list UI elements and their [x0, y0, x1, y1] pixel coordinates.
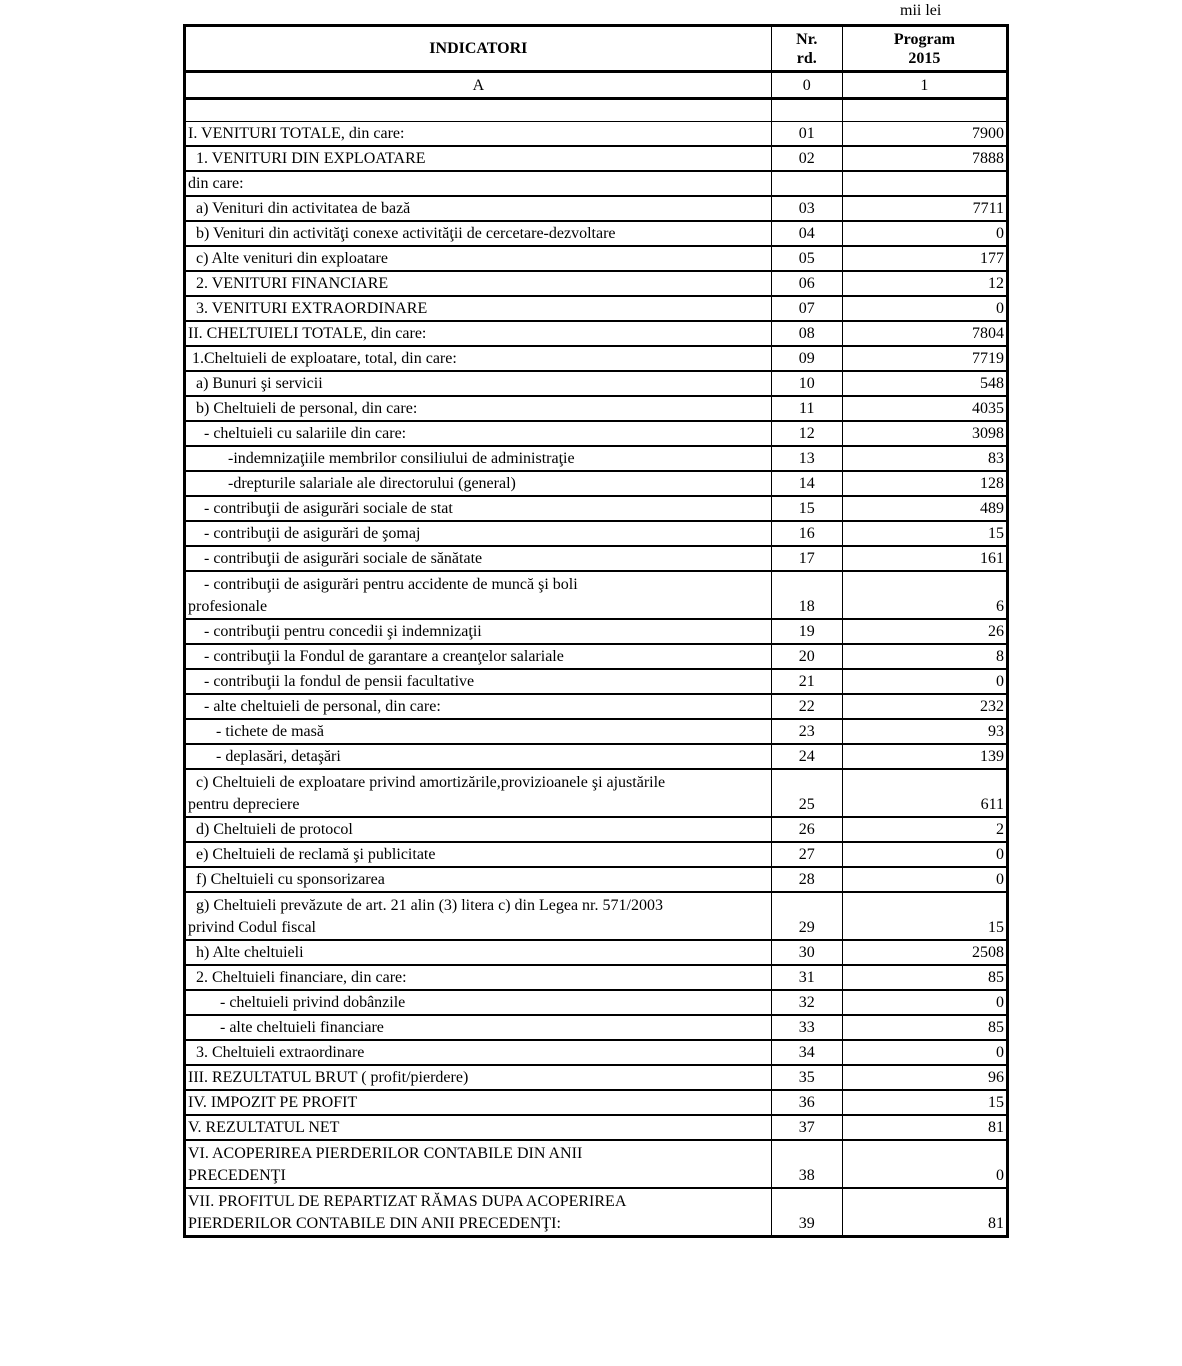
- table-row: [185, 1188, 1008, 1237]
- row-indicator: - contribuţii de asigurări pentru accidente de muncă şi boli profesionale: [185, 571, 772, 619]
- table-row: [185, 246, 1008, 271]
- row-value: 6: [842, 571, 1007, 619]
- row-indicator: e) Cheltuieli de reclamă şi publicitate: [185, 842, 772, 867]
- row-number: 21: [771, 669, 842, 694]
- row-number: 15: [771, 496, 842, 521]
- unit-label: mii lei: [900, 2, 942, 19]
- row-indicator: I. VENITURI TOTALE, din care:: [185, 122, 772, 147]
- row-value: 611: [842, 769, 1007, 817]
- row-number: 09: [771, 346, 842, 371]
- row-value: 0: [842, 990, 1007, 1015]
- row-value: 7804: [842, 321, 1007, 346]
- row-number: 29: [771, 892, 842, 940]
- row-indicator: - contribuţii de asigurări sociale de sănătate: [185, 546, 772, 571]
- row-number: 19: [771, 619, 842, 644]
- table-row: [185, 146, 1008, 171]
- table-row: [185, 619, 1008, 644]
- table-row: [185, 271, 1008, 296]
- row-value: 83: [842, 446, 1007, 471]
- row-number: 24: [771, 744, 842, 769]
- row-indicator: 2. VENITURI FINANCIARE: [185, 271, 772, 296]
- table-row: [185, 122, 1008, 147]
- row-value: 2: [842, 817, 1007, 842]
- row-number: 38: [771, 1140, 842, 1188]
- header-program-line1: Program: [893, 30, 955, 48]
- row-indicator: II. CHELTUIELI TOTALE, din care:: [185, 321, 772, 346]
- row-indicator: a) Bunuri şi servicii: [185, 371, 772, 396]
- row-number: 14: [771, 471, 842, 496]
- table-row: [185, 769, 1008, 817]
- row-number: 05: [771, 246, 842, 271]
- row-number: 23: [771, 719, 842, 744]
- table-row: [185, 817, 1008, 842]
- row-indicator: b) Cheltuieli de personal, din care:: [185, 396, 772, 421]
- blank-cell: [842, 99, 1007, 122]
- row-number: 12: [771, 421, 842, 446]
- row-indicator: - contribuţii de asigurări sociale de stat: [185, 496, 772, 521]
- row-indicator: - cheltuieli cu salariile din care:: [185, 421, 772, 446]
- row-value: 3098: [842, 421, 1007, 446]
- row-indicator: 2. Cheltuieli financiare, din care:: [185, 965, 772, 990]
- row-indicator: - contribuţii la Fondul de garantare a creanţelor salariale: [185, 644, 772, 669]
- row-value: 93: [842, 719, 1007, 744]
- row-indicator: c) Cheltuieli de exploatare privind amortizările,provizioanele şi ajustările pentru depreciere: [185, 769, 772, 817]
- row-value: 8: [842, 644, 1007, 669]
- row-indicator: - deplasări, detaşări: [185, 744, 772, 769]
- row-indicator: -indemnizaţiile membrilor consiliului de administraţie: [185, 446, 772, 471]
- table-row: [185, 1040, 1008, 1065]
- row-number: 13: [771, 446, 842, 471]
- row-indicator: VII. PROFITUL DE REPARTIZAT RĂMAS DUPA ACOPERIREA PIERDERILOR CONTABILE DIN ANII PRECEDENŢI:: [185, 1188, 772, 1237]
- row-indicator: f) Cheltuieli cu sponsorizarea: [185, 867, 772, 892]
- row-number: [771, 171, 842, 196]
- table-row: [185, 644, 1008, 669]
- row-indicator: - contribuţii la fondul de pensii facultative: [185, 669, 772, 694]
- row-number: 02: [771, 146, 842, 171]
- blank-cell: [185, 99, 772, 122]
- table-row: [185, 940, 1008, 965]
- row-indicator: VI. ACOPERIREA PIERDERILOR CONTABILE DIN ANII PRECEDENŢI: [185, 1140, 772, 1188]
- table-row: [185, 221, 1008, 246]
- row-number: 36: [771, 1090, 842, 1115]
- index-1: 1: [842, 72, 1007, 99]
- row-indicator: 3. VENITURI EXTRAORDINARE: [185, 296, 772, 321]
- row-value: 4035: [842, 396, 1007, 421]
- row-value: [842, 171, 1007, 196]
- row-number: 25: [771, 769, 842, 817]
- row-value: 7719: [842, 346, 1007, 371]
- blank-cell: [771, 99, 842, 122]
- row-indicator: IV. IMPOZIT PE PROFIT: [185, 1090, 772, 1115]
- table-row: [185, 1015, 1008, 1040]
- row-number: 16: [771, 521, 842, 546]
- table-row: [185, 892, 1008, 940]
- row-number: 27: [771, 842, 842, 867]
- table-row: [185, 1065, 1008, 1090]
- row-value: 548: [842, 371, 1007, 396]
- row-value: 0: [842, 1040, 1007, 1065]
- header-nr-line2: rd.: [796, 49, 817, 67]
- row-number: 06: [771, 271, 842, 296]
- table-row: [185, 371, 1008, 396]
- row-value: 0: [842, 669, 1007, 694]
- table-row: [185, 521, 1008, 546]
- table-row: [185, 296, 1008, 321]
- table-row: [185, 196, 1008, 221]
- row-indicator: - alte cheltuieli financiare: [185, 1015, 772, 1040]
- row-value: 85: [842, 965, 1007, 990]
- table-row: [185, 1090, 1008, 1115]
- row-number: 34: [771, 1040, 842, 1065]
- table-row: [185, 694, 1008, 719]
- row-value: 15: [842, 892, 1007, 940]
- table-row: [185, 719, 1008, 744]
- row-value: 232: [842, 694, 1007, 719]
- row-indicator: III. REZULTATUL BRUT ( profit/pierdere): [185, 1065, 772, 1090]
- row-number: 17: [771, 546, 842, 571]
- table-row: [185, 171, 1008, 196]
- table-row: [185, 744, 1008, 769]
- table-row: [185, 546, 1008, 571]
- table-row: [185, 496, 1008, 521]
- row-value: 12: [842, 271, 1007, 296]
- row-number: 35: [771, 1065, 842, 1090]
- row-number: 30: [771, 940, 842, 965]
- row-value: 489: [842, 496, 1007, 521]
- table-row: [185, 346, 1008, 371]
- row-number: 07: [771, 296, 842, 321]
- row-indicator: -drepturile salariale ale directorului (general): [185, 471, 772, 496]
- row-number: 26: [771, 817, 842, 842]
- row-number: 39: [771, 1188, 842, 1237]
- row-number: 03: [771, 196, 842, 221]
- table-row: [185, 471, 1008, 496]
- row-number: 11: [771, 396, 842, 421]
- table-row: [185, 421, 1008, 446]
- row-number: 20: [771, 644, 842, 669]
- table-row: [185, 1115, 1008, 1140]
- row-number: 18: [771, 571, 842, 619]
- table-row: [185, 867, 1008, 892]
- row-value: 7888: [842, 146, 1007, 171]
- row-value: 0: [842, 296, 1007, 321]
- index-0: 0: [771, 72, 842, 99]
- row-indicator: din care:: [185, 171, 772, 196]
- row-number: 33: [771, 1015, 842, 1040]
- row-indicator: - contribuţii pentru concedii şi indemnizaţii: [185, 619, 772, 644]
- table-row: [185, 1140, 1008, 1188]
- row-number: 28: [771, 867, 842, 892]
- row-value: 0: [842, 842, 1007, 867]
- budget-table: [183, 24, 1009, 1238]
- row-value: 139: [842, 744, 1007, 769]
- table-row: [185, 669, 1008, 694]
- row-indicator: 3. Cheltuieli extraordinare: [185, 1040, 772, 1065]
- table-row: [185, 842, 1008, 867]
- row-indicator: 1.Cheltuieli de exploatare, total, din care:: [185, 346, 772, 371]
- blank-row: [185, 99, 1008, 122]
- index-a: A: [185, 72, 772, 99]
- header-indicatori: INDICATORI: [185, 26, 772, 72]
- row-number: 37: [771, 1115, 842, 1140]
- row-indicator: - cheltuieli privind dobânzile: [185, 990, 772, 1015]
- row-indicator: - alte cheltuieli de personal, din care:: [185, 694, 772, 719]
- header-program: [842, 26, 1007, 72]
- row-value: 15: [842, 521, 1007, 546]
- row-number: 01: [771, 122, 842, 147]
- header-program-line2: 2015: [908, 49, 941, 67]
- table-row: [185, 321, 1008, 346]
- row-indicator: 1. VENITURI DIN EXPLOATARE: [185, 146, 772, 171]
- row-indicator: a) Venituri din activitatea de bază: [185, 196, 772, 221]
- row-value: 0: [842, 221, 1007, 246]
- row-value: 85: [842, 1015, 1007, 1040]
- row-number: 10: [771, 371, 842, 396]
- row-value: 7711: [842, 196, 1007, 221]
- row-value: 177: [842, 246, 1007, 271]
- row-value: 128: [842, 471, 1007, 496]
- row-indicator: b) Venituri din activităţi conexe activităţii de cercetare-dezvoltare: [185, 221, 772, 246]
- row-indicator: c) Alte venituri din exploatare: [185, 246, 772, 271]
- row-number: 04: [771, 221, 842, 246]
- row-number: 22: [771, 694, 842, 719]
- row-indicator: d) Cheltuieli de protocol: [185, 817, 772, 842]
- row-value: 0: [842, 867, 1007, 892]
- table-row: [185, 990, 1008, 1015]
- row-value: 2508: [842, 940, 1007, 965]
- table-row: [185, 446, 1008, 471]
- row-value: 81: [842, 1115, 1007, 1140]
- row-value: 0: [842, 1140, 1007, 1188]
- row-value: 26: [842, 619, 1007, 644]
- index-row: [185, 72, 1008, 99]
- row-indicator: - tichete de masă: [185, 719, 772, 744]
- row-value: 161: [842, 546, 1007, 571]
- row-indicator: V. REZULTATUL NET: [185, 1115, 772, 1140]
- header-row: [185, 26, 1008, 72]
- row-value: 15: [842, 1090, 1007, 1115]
- header-nr-rd: [771, 26, 842, 72]
- row-indicator: g) Cheltuieli prevăzute de art. 21 alin (3) litera c) din Legea nr. 571/2003 privind Codul fiscal: [185, 892, 772, 940]
- table-row: [185, 965, 1008, 990]
- row-number: 32: [771, 990, 842, 1015]
- header-nr-line1: Nr.: [796, 30, 818, 48]
- row-number: 31: [771, 965, 842, 990]
- row-value: 81: [842, 1188, 1007, 1237]
- row-value: 7900: [842, 122, 1007, 147]
- table-row: [185, 571, 1008, 619]
- row-number: 08: [771, 321, 842, 346]
- row-indicator: - contribuţii de asigurări de şomaj: [185, 521, 772, 546]
- table-row: [185, 396, 1008, 421]
- row-value: 96: [842, 1065, 1007, 1090]
- row-indicator: h) Alte cheltuieli: [185, 940, 772, 965]
